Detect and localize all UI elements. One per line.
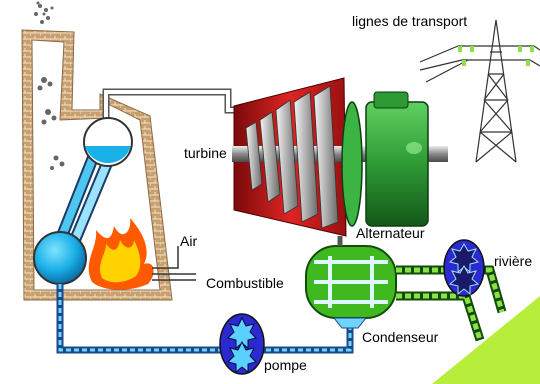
alternator bbox=[342, 92, 428, 226]
water-drum bbox=[34, 232, 86, 284]
label-power-lines: lignes de transport bbox=[352, 13, 468, 29]
label-condenser: Condenseur bbox=[362, 329, 439, 345]
steam-drum bbox=[84, 118, 132, 166]
flame bbox=[89, 218, 154, 290]
label-pump: pompe bbox=[264, 357, 307, 373]
label-air: Air bbox=[180, 233, 198, 249]
label-river: rivière bbox=[494, 253, 533, 269]
condenser bbox=[306, 236, 396, 328]
riverbank bbox=[432, 296, 540, 384]
feed-pump bbox=[220, 314, 264, 374]
smoke bbox=[34, 2, 65, 171]
power-pylon bbox=[420, 20, 540, 162]
label-fuel: Combustible bbox=[206, 275, 284, 291]
label-turbine: turbine bbox=[184, 145, 227, 161]
pylon-insulators bbox=[458, 46, 534, 66]
river-pump bbox=[444, 240, 484, 296]
label-alternator: Alternateur bbox=[356, 225, 425, 241]
